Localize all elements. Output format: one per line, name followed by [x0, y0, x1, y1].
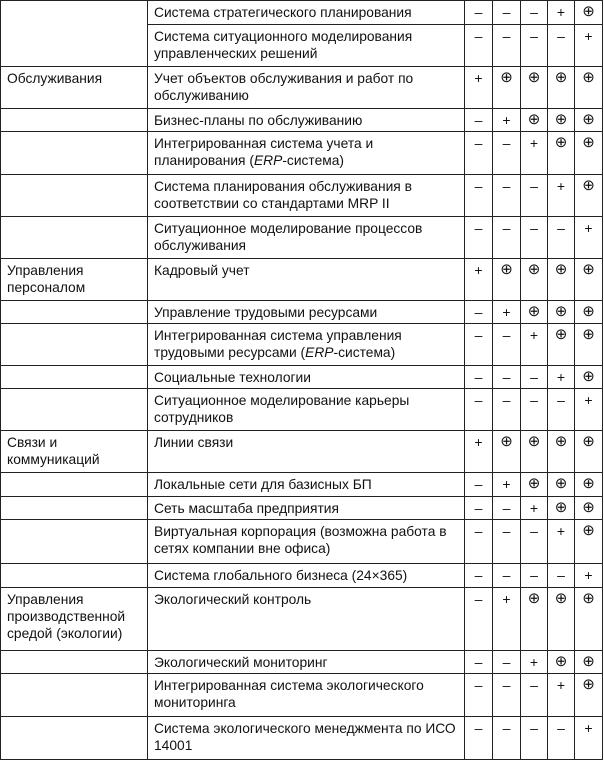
level-2-mark: – — [493, 564, 521, 588]
level-1-mark: – — [465, 132, 493, 175]
level-3-mark: – — [521, 717, 548, 760]
level-5-mark: ⊕ — [575, 67, 603, 109]
level-1-mark: – — [465, 25, 493, 67]
area-cell — [1, 217, 148, 259]
level-3-mark: + — [521, 324, 548, 366]
system-cell: Интегрированная система экологического мониторинга — [148, 674, 465, 717]
level-2-mark: + — [493, 301, 521, 324]
area-cell — [1, 132, 148, 175]
level-5-mark: ⊕ — [575, 109, 603, 132]
level-2-mark: – — [493, 651, 521, 674]
level-4-mark: ⊕ — [548, 67, 575, 109]
level-4-mark: – — [548, 717, 575, 760]
level-3-mark: ⊕ — [521, 109, 548, 132]
level-3-mark: – — [521, 674, 548, 717]
system-cell: Линии связи — [148, 431, 465, 473]
level-5-mark: + — [575, 217, 603, 259]
level-5-mark: ⊕ — [575, 175, 603, 217]
level-2-mark: – — [493, 217, 521, 259]
level-2-mark: – — [493, 1, 521, 25]
level-4-mark: ⊕ — [548, 301, 575, 324]
level-5-mark: ⊕ — [575, 497, 603, 520]
level-4-mark: ⊕ — [548, 588, 575, 651]
level-5-mark: ⊕ — [575, 520, 603, 564]
level-3-mark: ⊕ — [521, 431, 548, 473]
level-1-mark: + — [465, 431, 493, 473]
level-3-mark: – — [521, 175, 548, 217]
level-5-mark: ⊕ — [575, 259, 603, 301]
level-2-mark: ⊕ — [493, 431, 521, 473]
level-1-mark: – — [465, 109, 493, 132]
level-5-mark: ⊕ — [575, 366, 603, 389]
level-4-mark: ⊕ — [548, 651, 575, 674]
table-row — [1, 389, 603, 431]
level-2-mark: – — [493, 389, 521, 431]
system-cell: Система экологического менеджмента по ИСО 14001 — [148, 717, 465, 760]
level-1-mark: – — [465, 389, 493, 431]
system-cell: Ситуационное моделирование карьеры сотрудников — [148, 389, 465, 431]
table-row — [1, 497, 603, 520]
level-2-mark: – — [493, 25, 521, 67]
level-4-mark: ⊕ — [548, 109, 575, 132]
table-body — [1, 1, 603, 760]
level-3-mark: ⊕ — [521, 301, 548, 324]
level-3-mark: ⊕ — [521, 473, 548, 497]
area-cell — [1, 301, 148, 324]
level-1-mark: – — [465, 301, 493, 324]
level-4-mark: ⊕ — [548, 259, 575, 301]
system-cell: Экологический мониторинг — [148, 651, 465, 674]
level-1-mark: + — [465, 67, 493, 109]
area-cell: Управления персоналом — [1, 259, 148, 301]
level-5-mark: + — [575, 564, 603, 588]
table-row — [1, 217, 603, 259]
level-5-mark: ⊕ — [575, 651, 603, 674]
table-row — [1, 651, 603, 674]
area-cell — [1, 717, 148, 760]
level-5-mark: ⊕ — [575, 324, 603, 366]
level-3-mark: + — [521, 132, 548, 175]
level-5-mark: ⊕ — [575, 1, 603, 25]
level-3-mark: – — [521, 564, 548, 588]
table-row — [1, 366, 603, 389]
table-row — [1, 431, 603, 473]
level-1-mark: – — [465, 175, 493, 217]
level-2-mark: + — [493, 473, 521, 497]
erp-term: ERP — [253, 153, 283, 168]
level-2-mark: – — [493, 717, 521, 760]
system-cell: Система ситуационного моделирования управленческих решений — [148, 25, 465, 67]
level-1-mark: – — [465, 588, 493, 651]
area-cell — [1, 175, 148, 217]
system-cell: Ситуационное моделирование процессов обслуживания — [148, 217, 465, 259]
area-cell — [1, 564, 148, 588]
table-row — [1, 1, 603, 25]
level-4-mark: + — [548, 520, 575, 564]
system-cell: Учет объектов обслуживания и работ по обслуживанию — [148, 67, 465, 109]
level-3-mark: – — [521, 1, 548, 25]
level-3-mark: ⊕ — [521, 67, 548, 109]
area-cell — [1, 324, 148, 366]
area-cell — [1, 109, 148, 132]
erp-term: ERP — [305, 345, 334, 360]
level-2-mark: – — [493, 674, 521, 717]
level-2-mark: – — [493, 324, 521, 366]
level-3-mark: – — [521, 217, 548, 259]
system-cell: Бизнес-планы по обслуживанию — [148, 109, 465, 132]
table-row — [1, 259, 603, 301]
level-2-mark: – — [493, 175, 521, 217]
system-cell: Кадровый учет — [148, 259, 465, 301]
system-cell: Управление трудовыми ресурсами — [148, 301, 465, 324]
level-5-mark: + — [575, 717, 603, 760]
level-4-mark: + — [548, 366, 575, 389]
level-3-mark: + — [521, 497, 548, 520]
level-4-mark: ⊕ — [548, 431, 575, 473]
area-cell: Связи и коммуникаций — [1, 431, 148, 473]
level-2-mark: – — [493, 132, 521, 175]
level-2-mark: – — [493, 366, 521, 389]
level-2-mark: + — [493, 109, 521, 132]
table-row — [1, 109, 603, 132]
system-cell: Сеть масштаба предприятия — [148, 497, 465, 520]
level-4-mark: – — [548, 25, 575, 67]
table-row — [1, 473, 603, 497]
table-row — [1, 564, 603, 588]
system-cell: Система стратегического планирования — [148, 1, 465, 25]
level-3-mark: ⊕ — [521, 259, 548, 301]
area-cell — [1, 1, 148, 25]
level-1-mark: – — [465, 217, 493, 259]
area-cell — [1, 389, 148, 431]
area-cell — [1, 366, 148, 389]
table-row — [1, 25, 603, 67]
level-4-mark: – — [548, 217, 575, 259]
system-cell: Интегрированная система учета и планирования (ERP-система) — [148, 132, 465, 175]
level-1-mark: – — [465, 651, 493, 674]
area-cell — [1, 674, 148, 717]
table-row — [1, 132, 603, 175]
level-3-mark: – — [521, 520, 548, 564]
area-cell — [1, 651, 148, 674]
level-5-mark: ⊕ — [575, 473, 603, 497]
table-row — [1, 301, 603, 324]
level-3-mark: – — [521, 25, 548, 67]
area-cell — [1, 473, 148, 497]
area-cell — [1, 520, 148, 564]
level-1-mark: – — [465, 473, 493, 497]
level-1-mark: – — [465, 520, 493, 564]
level-4-mark: ⊕ — [548, 497, 575, 520]
level-5-mark: ⊕ — [575, 132, 603, 175]
level-4-mark: + — [548, 1, 575, 25]
system-cell: Интегрированная система управления трудовыми ресурсами (ERP-система) — [148, 324, 465, 366]
system-cell: Система глобального бизнеса (24×365) — [148, 564, 465, 588]
level-5-mark: + — [575, 389, 603, 431]
level-1-mark: – — [465, 1, 493, 25]
system-cell: Локальные сети для базисных БП — [148, 473, 465, 497]
area-cell: Управления производственной средой (экологии) — [1, 588, 148, 651]
table-row — [1, 67, 603, 109]
level-1-mark: – — [465, 366, 493, 389]
level-1-mark: – — [465, 674, 493, 717]
level-2-mark: ⊕ — [493, 67, 521, 109]
level-5-mark: ⊕ — [575, 588, 603, 651]
level-4-mark: – — [548, 564, 575, 588]
table-row — [1, 717, 603, 760]
system-cell: Виртуальная корпорация (возможна работа в сетях компании вне офиса) — [148, 520, 465, 564]
level-4-mark: ⊕ — [548, 132, 575, 175]
level-5-mark: ⊕ — [575, 431, 603, 473]
table-row — [1, 175, 603, 217]
table-row — [1, 520, 603, 564]
area-cell — [1, 25, 148, 67]
level-2-mark: ⊕ — [493, 259, 521, 301]
area-cell: Обслуживания — [1, 67, 148, 109]
level-3-mark: + — [521, 651, 548, 674]
system-cell: Социальные технологии — [148, 366, 465, 389]
level-3-mark: – — [521, 389, 548, 431]
level-4-mark: + — [548, 175, 575, 217]
area-cell — [1, 497, 148, 520]
level-1-mark: – — [465, 324, 493, 366]
table-row — [1, 324, 603, 366]
level-3-mark: ⊕ — [521, 588, 548, 651]
level-4-mark: + — [548, 674, 575, 717]
system-cell: Экологический контроль — [148, 588, 465, 651]
level-5-mark: + — [575, 25, 603, 67]
level-1-mark: – — [465, 497, 493, 520]
table-row — [1, 674, 603, 717]
level-4-mark: ⊕ — [548, 473, 575, 497]
system-cell: Система планирования обслуживания в соответствии со стандартами MRP II — [148, 175, 465, 217]
level-1-mark: – — [465, 717, 493, 760]
level-1-mark: – — [465, 564, 493, 588]
level-1-mark: + — [465, 259, 493, 301]
level-5-mark: ⊕ — [575, 674, 603, 717]
level-3-mark: – — [521, 366, 548, 389]
level-2-mark: + — [493, 588, 521, 651]
level-5-mark: ⊕ — [575, 301, 603, 324]
level-4-mark: ⊕ — [548, 324, 575, 366]
level-2-mark: – — [493, 497, 521, 520]
level-2-mark: – — [493, 520, 521, 564]
table-row — [1, 588, 603, 651]
level-4-mark: – — [548, 389, 575, 431]
